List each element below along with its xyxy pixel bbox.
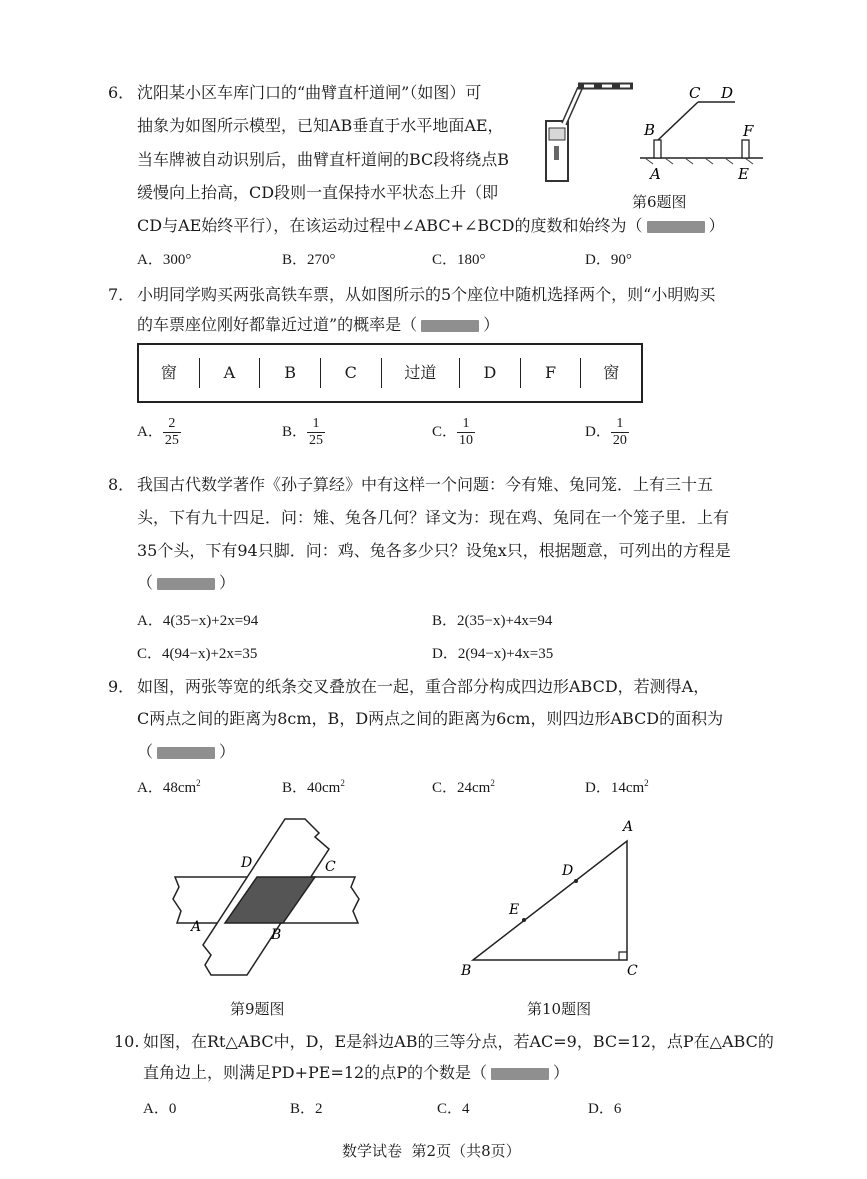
q9-option-b[interactable]: B．$40cm^2$ bbox=[282, 778, 345, 796]
q7-option-b[interactable]: B． $\frac{1}{25}$ bbox=[282, 416, 324, 448]
answer-blank bbox=[157, 578, 215, 590]
seat-window-right: 窗 bbox=[603, 363, 620, 382]
answer-blank bbox=[421, 320, 479, 332]
q9-option-c[interactable]: C．$24cm^2$ bbox=[432, 778, 495, 796]
seat-a: A bbox=[200, 358, 261, 388]
q8-line-1: 我国古代数学著作《孙子算经》中有这样一个问题：今有雉、兔同笼．上有三十五 bbox=[137, 475, 714, 494]
q8-line-3: 35个头，下有94只脚．问：鸡、兔各多少只？设兔x只，根据题意，可列出的方程是 bbox=[137, 541, 731, 560]
q6-line-4: 缓慢向上抬高，CD段则一直保持水平状态上升（即 bbox=[137, 183, 499, 202]
q7-line-1: 小明同学购买两张高铁车票，从如图所示的5个座位中随机选择两个，则“小明购买 bbox=[137, 285, 716, 304]
label-b: B bbox=[644, 121, 656, 139]
label-c: C bbox=[689, 84, 701, 102]
label-a: A bbox=[650, 165, 661, 183]
q8-option-b[interactable]: B．2(35−x)+4x=94 bbox=[432, 613, 553, 629]
page-footer: 数学试卷 第2页（共8页） bbox=[342, 1142, 521, 1160]
q9-line-2: C两点之间的距离为8cm，B，D两点之间的距离为6cm，则四边形ABCD的面积为 bbox=[137, 709, 724, 728]
q9-caption: 第9题图 bbox=[230, 1000, 285, 1018]
q7-number: 7． bbox=[108, 285, 135, 304]
point-e bbox=[522, 918, 526, 922]
seat-d: D bbox=[460, 358, 521, 388]
q8-option-a[interactable]: A．4(35−x)+2x=94 bbox=[137, 613, 259, 629]
seat-aisle: 过道 bbox=[382, 358, 461, 388]
q9-line-3: （ ） bbox=[137, 742, 236, 761]
point-d bbox=[574, 879, 578, 883]
fraction: $\frac{2}{25}$ bbox=[164, 416, 179, 448]
label-b: B bbox=[461, 963, 472, 979]
q6-option-a[interactable]: A．300° bbox=[137, 252, 192, 268]
q6-option-b[interactable]: B．270° bbox=[282, 252, 336, 268]
answer-blank bbox=[647, 221, 705, 233]
q6-line-3: 当车牌被自动识别后，曲臂直杆道闸的BC段将绕点B bbox=[137, 150, 510, 169]
seat-b: B bbox=[260, 358, 321, 388]
q8-line-4: （ ） bbox=[137, 573, 236, 592]
q7-option-c[interactable]: C． $\frac{1}{10}$ bbox=[432, 416, 474, 448]
label-d: D bbox=[241, 855, 253, 871]
seat-c: C bbox=[321, 358, 382, 388]
q6-caption: 第6题图 bbox=[632, 193, 687, 211]
q6-option-d[interactable]: D．90° bbox=[585, 252, 632, 268]
q7-option-d[interactable]: D． $\frac{1}{20}$ bbox=[585, 416, 627, 448]
label-b: B bbox=[271, 927, 282, 943]
label-a: A bbox=[191, 919, 202, 935]
q8-option-c[interactable]: C．4(94−x)+2x=35 bbox=[137, 646, 258, 662]
q6-line-5: CD与AE始终平行），在该运动过程中∠ABC+∠BCD的度数和始终为（ ） bbox=[137, 216, 725, 235]
right-angle-mark bbox=[619, 952, 627, 960]
q9-paper-strips-diagram bbox=[165, 815, 370, 985]
post-ab bbox=[654, 140, 661, 158]
answer-blank bbox=[157, 747, 215, 759]
q10-option-b[interactable]: B．2 bbox=[290, 1101, 323, 1117]
q6-line-1: 沈阳某小区车库门口的“曲臂直杆道闸”（如图）可 bbox=[137, 83, 482, 102]
fraction: $\frac{1}{10}$ bbox=[459, 416, 474, 448]
q9-number: 9． bbox=[108, 677, 135, 696]
q10-option-a[interactable]: A．0 bbox=[143, 1101, 177, 1117]
fraction: $\frac{1}{20}$ bbox=[612, 416, 627, 448]
triangle-abc bbox=[473, 841, 627, 960]
label-c: C bbox=[325, 859, 336, 875]
q10-triangle-diagram bbox=[455, 815, 645, 985]
label-c: C bbox=[627, 963, 638, 979]
q7-seat-table bbox=[137, 343, 643, 403]
q7-option-a[interactable]: A． $\frac{2}{25}$ bbox=[137, 416, 179, 448]
segment-bc bbox=[658, 102, 698, 140]
q10-caption: 第10题图 bbox=[527, 1000, 592, 1018]
fraction: $\frac{1}{25}$ bbox=[309, 416, 324, 448]
q9-option-a[interactable]: A．$48cm^2$ bbox=[137, 778, 201, 796]
q8-number: 8． bbox=[108, 475, 135, 494]
label-e: E bbox=[738, 165, 749, 183]
label-f: F bbox=[743, 122, 754, 140]
label-d: D bbox=[721, 84, 734, 102]
seat-f: F bbox=[521, 358, 582, 388]
q10-option-c[interactable]: C．4 bbox=[437, 1101, 470, 1117]
q9-option-d[interactable]: D．$14cm^2$ bbox=[585, 778, 649, 796]
q10-number: 10. bbox=[114, 1032, 140, 1051]
q10-option-d[interactable]: D．6 bbox=[588, 1101, 622, 1117]
q8-line-2: 头，下有九十四足．问：雉、兔各几何？译文为：现在鸡、兔同在一个笼子里．上有 bbox=[137, 508, 730, 527]
label-d: D bbox=[562, 863, 574, 879]
q8-option-d[interactable]: D．2(94−x)+4x=35 bbox=[432, 646, 554, 662]
q6-option-c[interactable]: C．180° bbox=[432, 252, 486, 268]
q9-line-1: 如图，两张等宽的纸条交叉叠放在一起，重合部分构成四边形ABCD，若测得A， bbox=[137, 677, 710, 696]
q10-line-2: 直角边上，则满足PD+PE=12的点P的个数是（ ） bbox=[143, 1063, 569, 1082]
label-a: A bbox=[623, 819, 634, 835]
q6-line-2: 抽象为如图所示模型，已知AB垂直于水平地面AE， bbox=[137, 116, 504, 135]
q10-line-1: 如图，在Rt△ABC中，D，E是斜边AB的三等分点，若AC=9，BC=12，点P在△ABC的 bbox=[143, 1032, 774, 1051]
seat-window-left: 窗 bbox=[139, 358, 200, 388]
label-e: E bbox=[509, 902, 520, 918]
q7-line-2: 的车票座位刚好都靠近过道”的概率是（ ） bbox=[137, 315, 500, 334]
post-ef bbox=[742, 140, 749, 158]
q6-model-diagram bbox=[635, 80, 765, 185]
q6-gate-illustration bbox=[540, 76, 635, 186]
answer-blank bbox=[491, 1068, 549, 1080]
q6-number: 6． bbox=[108, 83, 135, 102]
